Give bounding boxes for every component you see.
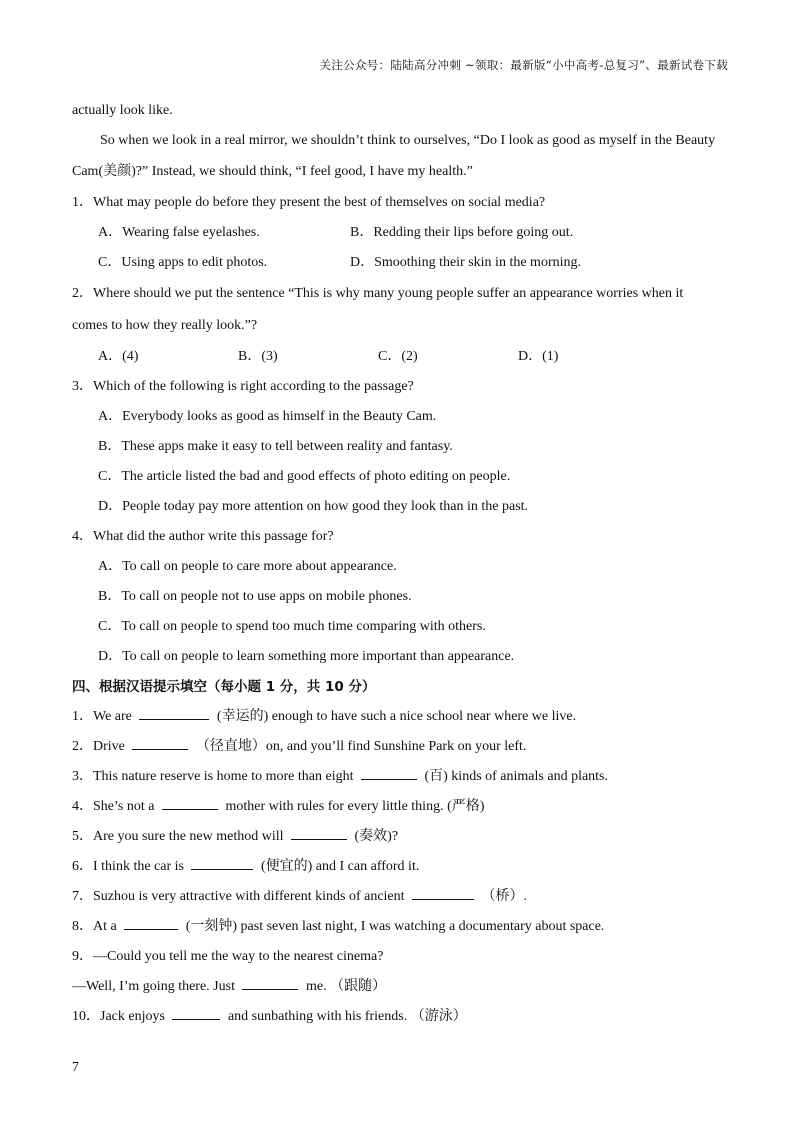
answer-blank[interactable]	[172, 1005, 220, 1020]
item-text: 5．Are you sure the new method will	[72, 829, 284, 844]
passage-line: actually look like.	[72, 103, 173, 118]
option-c[interactable]: C．Using apps to edit photos.	[98, 255, 268, 270]
page-header: 关注公众号：陆陆高分冲刺 ~领取：最新版“小中高考-总复习”、最新试卷下载	[319, 58, 728, 72]
answer-blank[interactable]	[361, 765, 417, 780]
option-d[interactable]: D．Smoothing their skin in the morning.	[350, 255, 581, 270]
item-text: (一刻钟) past seven last night, I was watching a documentary about space.	[185, 919, 605, 934]
option-d[interactable]: D．To call on people to learn something more important than appearance.	[98, 649, 515, 664]
answer-blank[interactable]	[242, 975, 298, 990]
answer-blank[interactable]	[412, 885, 474, 900]
passage-line: Cam(美颜)?” Instead, we should think, “I feel good, I have my health.”	[72, 164, 473, 179]
item-text: 10．Jack enjoys	[72, 1009, 165, 1024]
fill-item-6	[72, 852, 728, 882]
item-text: (便宜的) and I can afford it.	[260, 859, 420, 874]
option-c[interactable]: C．The article listed the bad and good effects of photo editing on people.	[98, 469, 511, 484]
question-1-options-row	[72, 248, 728, 278]
item-text: mother with rules for every little thing. (严格)	[225, 799, 485, 814]
item-text: (百) kinds of animals and plants.	[424, 769, 609, 784]
fill-item-4	[72, 792, 728, 822]
fill-item-10	[72, 1002, 728, 1032]
option-c[interactable]: C．To call on people to spend too much time comparing with others.	[98, 619, 486, 634]
option-b[interactable]: B．Redding their lips before going out.	[350, 225, 574, 240]
answer-blank[interactable]	[191, 855, 253, 870]
option-a[interactable]: A．Wearing false eyelashes.	[98, 225, 260, 240]
document-body	[72, 96, 728, 1032]
page-number: 7	[72, 1060, 79, 1075]
answer-blank[interactable]	[291, 825, 347, 840]
fill-item-3	[72, 762, 728, 792]
fill-item-2	[72, 732, 728, 762]
fill-item-8	[72, 912, 728, 942]
question-3-stem: 3．Which of the following is right according to the passage?	[72, 379, 414, 394]
item-text: 7．Suzhou is very attractive with different kinds of ancient	[72, 889, 405, 904]
item-text: 6．I think the car is	[72, 859, 184, 874]
question-4-stem: 4．What did the author write this passage for?	[72, 529, 334, 544]
item-text: （桥）.	[481, 889, 528, 904]
option-a[interactable]: A．(4)	[98, 349, 139, 364]
fill-item-1	[72, 702, 728, 732]
answer-blank[interactable]	[139, 705, 209, 720]
fill-item-9-reply	[72, 972, 728, 1002]
item-text: 1．We are	[72, 709, 132, 724]
option-b[interactable]: B．To call on people not to use apps on mobile phones.	[98, 589, 412, 604]
option-d[interactable]: D．(1)	[518, 349, 559, 364]
item-text: (幸运的) enough to have such a nice school near where we live.	[216, 709, 577, 724]
fill-item-5	[72, 822, 728, 852]
option-d[interactable]: D．People today pay more attention on how good they look than in the past.	[98, 499, 529, 514]
answer-blank[interactable]	[124, 915, 178, 930]
option-a[interactable]: A．To call on people to care more about appearance.	[98, 559, 397, 574]
question-2-options-row	[72, 342, 728, 372]
item-text: me. （跟随）	[305, 979, 387, 994]
passage-line: So when we look in a real mirror, we shouldn’t think to ourselves, “Do I look as good as myself in the Beauty	[100, 133, 716, 148]
question-2-stem-cont: comes to how they really look.”?	[72, 318, 258, 333]
item-text: 8．At a	[72, 919, 117, 934]
question-2-stem: 2．Where should we put the sentence “This is why many young people suffer an appearance worries when it	[72, 286, 684, 301]
option-b[interactable]: B．These apps make it easy to tell between reality and fantasy.	[98, 439, 453, 454]
fill-item-9: 9．—Could you tell me the way to the nearest cinema?	[72, 949, 384, 964]
option-c[interactable]: C．(2)	[378, 349, 418, 364]
item-text: 3．This nature reserve is home to more than eight	[72, 769, 354, 784]
item-text: 2．Drive	[72, 739, 125, 754]
question-1-stem: 1．What may people do before they present the best of themselves on social media?	[72, 195, 546, 210]
answer-blank[interactable]	[162, 795, 218, 810]
answer-blank[interactable]	[132, 735, 188, 750]
option-a[interactable]: A．Everybody looks as good as himself in the Beauty Cam.	[98, 409, 437, 424]
item-text: (奏效)?	[354, 829, 399, 844]
item-text: and sunbathing with his friends. （游泳）	[227, 1009, 467, 1024]
question-1-options-row	[72, 218, 728, 248]
item-text: 4．She’s not a	[72, 799, 155, 814]
item-text: （径直地）on, and you’ll find Sunshine Park on your left.	[195, 739, 527, 754]
fill-item-7	[72, 882, 728, 912]
item-text: —Well, I’m going there. Just	[72, 979, 235, 994]
section-title: 四、根据汉语提示填空（每小题 1 分，共 10 分）	[72, 679, 376, 695]
option-b[interactable]: B．(3)	[238, 349, 278, 364]
